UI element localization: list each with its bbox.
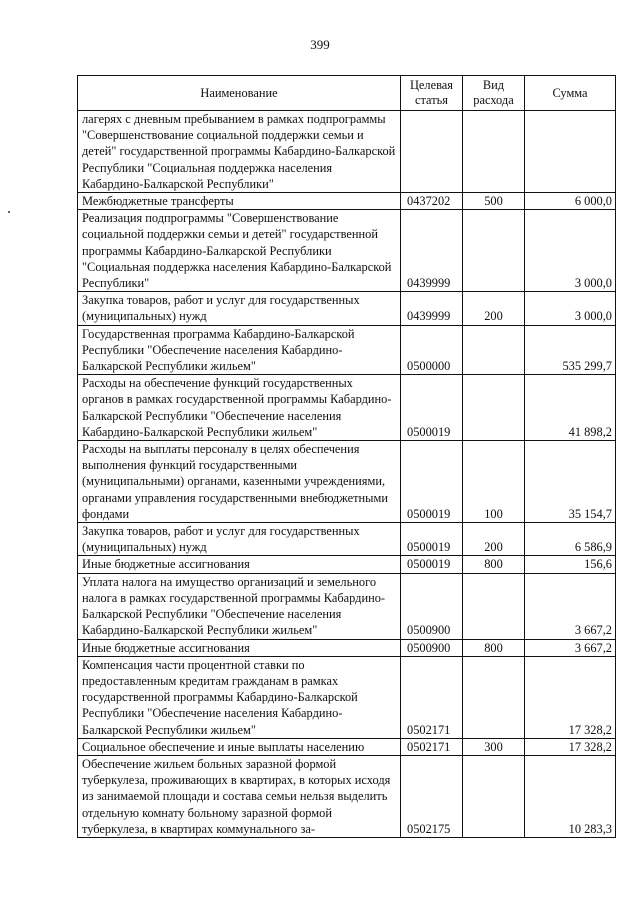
- row-type: [463, 755, 525, 837]
- row-name: Иные бюджетные ассигнования: [78, 639, 401, 656]
- row-sum: 3 000,0: [525, 292, 616, 325]
- row-type: 200: [463, 523, 525, 556]
- row-sum: 3 667,2: [525, 639, 616, 656]
- table-row: [78, 325, 616, 375]
- row-sum: 535 299,7: [525, 325, 616, 375]
- row-sum: 17 328,2: [525, 738, 616, 755]
- row-code: 0437202: [401, 193, 463, 210]
- row-code: 0500019: [401, 441, 463, 523]
- table-row: [78, 556, 616, 573]
- table-row: [78, 210, 616, 292]
- table-row: [78, 111, 616, 193]
- row-name: Иные бюджетные ассигнования: [78, 556, 401, 573]
- table-row: [78, 193, 616, 210]
- row-code: 0500900: [401, 573, 463, 639]
- row-code: 0500019: [401, 375, 463, 441]
- row-sum: 10 283,3: [525, 755, 616, 837]
- row-name: Социальное обеспечение и иные выплаты населению: [78, 738, 401, 755]
- row-sum: 3 667,2: [525, 573, 616, 639]
- header-type: Вид расхода: [463, 76, 525, 111]
- row-code: 0500019: [401, 523, 463, 556]
- row-name: Реализация подпрограммы "Совершенствование социальной поддержки семьи и детей" государственной программы Кабардино-Балкарской Республики "Социальная поддержка населения Кабардино-Балкарской Республики": [78, 210, 401, 292]
- header-sum: Сумма: [525, 76, 616, 111]
- row-sum: 156,6: [525, 556, 616, 573]
- row-code: 0500900: [401, 639, 463, 656]
- row-type: 200: [463, 292, 525, 325]
- row-sum: 6 000,0: [525, 193, 616, 210]
- row-type: [463, 111, 525, 193]
- row-name: Компенсация части процентной ставки по предоставленным кредитам гражданам в рамках государственной программы Кабардино-Балкарской Республики "Обеспечение населения Кабардино-Балкарской Республики жильем": [78, 656, 401, 738]
- table-row: [78, 738, 616, 755]
- row-code: 0500000: [401, 325, 463, 375]
- row-code: 0502175: [401, 755, 463, 837]
- row-type: [463, 656, 525, 738]
- row-sum: 3 000,0: [525, 210, 616, 292]
- budget-table: [77, 75, 616, 838]
- row-code: 0502171: [401, 656, 463, 738]
- row-sum: 17 328,2: [525, 656, 616, 738]
- row-name: Уплата налога на имущество организаций и земельного налога в рамках государственной программы Кабардино-Балкарской Республики "Обеспечение населения Кабардино-Балкарской Республики жильем": [78, 573, 401, 639]
- row-code: 0502171: [401, 738, 463, 755]
- row-name: Государственная программа Кабардино-Балкарской Республики "Обеспечение населения Кабардино-Балкарской Республики жильем": [78, 325, 401, 375]
- row-sum: [525, 111, 616, 193]
- row-name: Обеспечение жильем больных заразной формой туберкулеза, проживающих в квартирах, в которых исходя из занимаемой площади и состава семьи нельзя выделить отдельную комнату больному заразной формой туберкулеза, в квартирах коммунального за-: [78, 755, 401, 837]
- row-name: лагерях с дневным пребыванием в рамках подпрограммы "Совершенствование социальной поддержки семьи и детей" государственной программы Кабардино-Балкарской Республики "Социальная поддержка населения Кабардино-Балкарской Республики": [78, 111, 401, 193]
- row-name: Межбюджетные трансферты: [78, 193, 401, 210]
- row-sum: 41 898,2: [525, 375, 616, 441]
- table-row: [78, 375, 616, 441]
- header-name: Наименование: [78, 76, 401, 111]
- row-type: 800: [463, 639, 525, 656]
- table-row: [78, 523, 616, 556]
- row-name: Закупка товаров, работ и услуг для государственных (муниципальных) нужд: [78, 292, 401, 325]
- header-code: Целевая статья: [401, 76, 463, 111]
- table-row: [78, 639, 616, 656]
- row-code: 0439999: [401, 292, 463, 325]
- row-code: 0439999: [401, 210, 463, 292]
- table-header-row: [78, 76, 616, 111]
- row-type: [463, 210, 525, 292]
- row-name: Расходы на обеспечение функций государственных органов в рамках государственной программы Кабардино-Балкарской Республики "Обеспечение населения Кабардино-Балкарской Республики жильем": [78, 375, 401, 441]
- row-type: 300: [463, 738, 525, 755]
- table-row: [78, 755, 616, 837]
- table-row: [78, 441, 616, 523]
- row-type: 800: [463, 556, 525, 573]
- row-code: 0500019: [401, 556, 463, 573]
- page-number: 399: [310, 37, 330, 52]
- row-code: [401, 111, 463, 193]
- row-name: Закупка товаров, работ и услуг для государственных (муниципальных) нужд: [78, 523, 401, 556]
- table-row: [78, 573, 616, 639]
- stray-scan-mark: [8, 211, 10, 213]
- table-row: [78, 292, 616, 325]
- row-name: Расходы на выплаты персоналу в целях обеспечения выполнения функций государственными (муниципальными) органами, казенными учреждениями, органами управления государственными внебюджетными фондами: [78, 441, 401, 523]
- row-type: [463, 573, 525, 639]
- row-sum: 6 586,9: [525, 523, 616, 556]
- row-type: 100: [463, 441, 525, 523]
- row-type: [463, 325, 525, 375]
- row-type: 500: [463, 193, 525, 210]
- row-type: [463, 375, 525, 441]
- table-row: [78, 656, 616, 738]
- row-sum: 35 154,7: [525, 441, 616, 523]
